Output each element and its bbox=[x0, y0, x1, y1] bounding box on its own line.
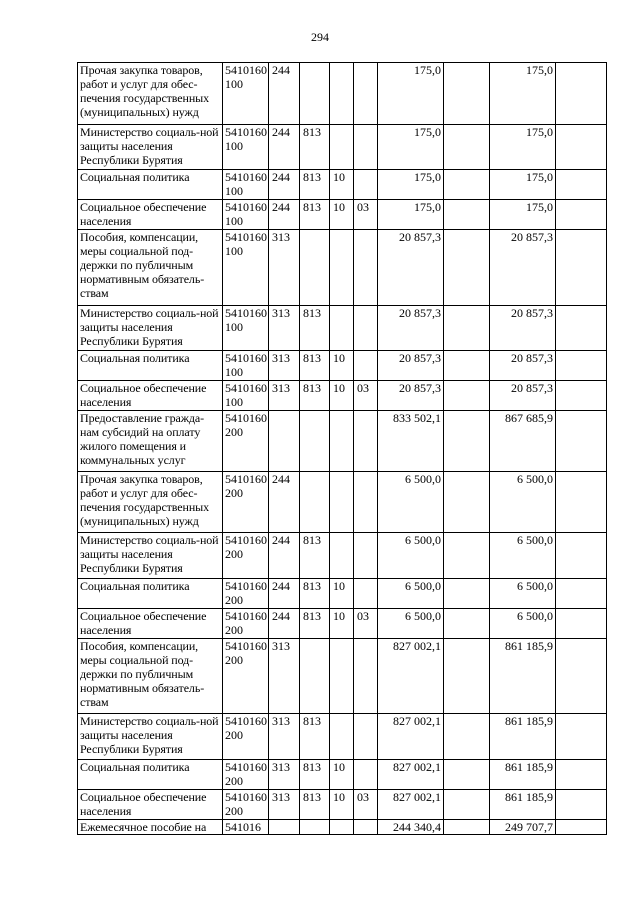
cell-subsection bbox=[354, 125, 378, 170]
cell-expense-type: 313 bbox=[269, 760, 300, 790]
cell-empty bbox=[556, 230, 607, 306]
cell-name: Пособия, компенсации, меры социальной под-держки по публичным нормативным обязатель-ствам bbox=[78, 230, 223, 306]
cell-target-code: 5410160100 bbox=[223, 63, 269, 125]
cell-target-code: 5410160100 bbox=[223, 351, 269, 381]
cell-empty bbox=[444, 639, 490, 714]
cell-subsection: 03 bbox=[354, 609, 378, 639]
cell-empty bbox=[556, 639, 607, 714]
cell-section bbox=[330, 411, 354, 472]
cell-amount-year2: 249 707,7 bbox=[490, 820, 556, 835]
cell-empty bbox=[444, 760, 490, 790]
cell-expense-type: 244 bbox=[269, 533, 300, 579]
cell-section bbox=[330, 472, 354, 533]
cell-empty bbox=[556, 820, 607, 835]
cell-target-code: 5410160200 bbox=[223, 790, 269, 820]
cell-empty bbox=[444, 200, 490, 230]
cell-section: 10 bbox=[330, 200, 354, 230]
cell-amount-year2: 6 500,0 bbox=[490, 472, 556, 533]
cell-subsection bbox=[354, 170, 378, 200]
cell-amount-year2: 20 857,3 bbox=[490, 230, 556, 306]
cell-target-code: 5410160200 bbox=[223, 714, 269, 760]
cell-ministry-code: 813 bbox=[300, 351, 330, 381]
cell-amount-year1: 833 502,1 bbox=[378, 411, 444, 472]
cell-target-code: 5410160200 bbox=[223, 411, 269, 472]
cell-empty bbox=[556, 609, 607, 639]
cell-subsection bbox=[354, 411, 378, 472]
table-row bbox=[78, 760, 607, 790]
cell-target-code: 5410160100 bbox=[223, 170, 269, 200]
cell-subsection bbox=[354, 714, 378, 760]
table-row bbox=[78, 790, 607, 820]
cell-empty bbox=[556, 579, 607, 609]
cell-amount-year1: 6 500,0 bbox=[378, 533, 444, 579]
cell-section bbox=[330, 125, 354, 170]
cell-expense-type: 244 bbox=[269, 63, 300, 125]
cell-subsection: 03 bbox=[354, 200, 378, 230]
cell-target-code: 5410160100 bbox=[223, 306, 269, 351]
cell-name: Министерство социаль-ной защиты населения Республики Бурятия bbox=[78, 125, 223, 170]
cell-amount-year2: 861 185,9 bbox=[490, 714, 556, 760]
cell-amount-year1: 6 500,0 bbox=[378, 609, 444, 639]
cell-expense-type: 244 bbox=[269, 609, 300, 639]
cell-amount-year1: 175,0 bbox=[378, 170, 444, 200]
cell-empty bbox=[444, 306, 490, 351]
cell-ministry-code bbox=[300, 63, 330, 125]
cell-name: Социальная политика bbox=[78, 760, 223, 790]
cell-name: Социальное обеспечение населения bbox=[78, 381, 223, 411]
cell-name: Ежемесячное пособие на bbox=[78, 820, 223, 835]
cell-target-code: 541016 bbox=[223, 820, 269, 835]
cell-amount-year2: 20 857,3 bbox=[490, 351, 556, 381]
cell-subsection bbox=[354, 639, 378, 714]
cell-amount-year1: 20 857,3 bbox=[378, 230, 444, 306]
table-row bbox=[78, 533, 607, 579]
cell-empty bbox=[556, 790, 607, 820]
cell-ministry-code bbox=[300, 411, 330, 472]
cell-expense-type: 244 bbox=[269, 125, 300, 170]
cell-name: Пособия, компенсации, меры социальной под-держки по публичным нормативным обязатель-ствам bbox=[78, 639, 223, 714]
table-row bbox=[78, 609, 607, 639]
cell-name: Предоставление гражда-нам субсидий на оплату жилого помещения и коммунальных услуг bbox=[78, 411, 223, 472]
cell-target-code: 5410160100 bbox=[223, 200, 269, 230]
cell-empty bbox=[444, 125, 490, 170]
cell-amount-year2: 6 500,0 bbox=[490, 609, 556, 639]
cell-subsection bbox=[354, 306, 378, 351]
cell-section: 10 bbox=[330, 579, 354, 609]
cell-empty bbox=[444, 609, 490, 639]
cell-empty bbox=[556, 411, 607, 472]
cell-section bbox=[330, 639, 354, 714]
cell-ministry-code: 813 bbox=[300, 170, 330, 200]
page-number: 294 bbox=[311, 30, 329, 44]
cell-empty bbox=[444, 533, 490, 579]
cell-empty bbox=[444, 411, 490, 472]
cell-section bbox=[330, 306, 354, 351]
cell-ministry-code bbox=[300, 820, 330, 835]
cell-empty bbox=[556, 125, 607, 170]
cell-amount-year2: 867 685,9 bbox=[490, 411, 556, 472]
cell-section bbox=[330, 63, 354, 125]
cell-empty bbox=[444, 790, 490, 820]
cell-amount-year2: 175,0 bbox=[490, 63, 556, 125]
cell-expense-type: 244 bbox=[269, 200, 300, 230]
cell-amount-year1: 827 002,1 bbox=[378, 714, 444, 760]
cell-ministry-code: 813 bbox=[300, 760, 330, 790]
table-row bbox=[78, 411, 607, 472]
cell-amount-year2: 175,0 bbox=[490, 170, 556, 200]
cell-expense-type: 313 bbox=[269, 381, 300, 411]
cell-amount-year1: 20 857,3 bbox=[378, 381, 444, 411]
cell-target-code: 5410160200 bbox=[223, 472, 269, 533]
cell-empty bbox=[556, 63, 607, 125]
cell-ministry-code: 813 bbox=[300, 381, 330, 411]
cell-section: 10 bbox=[330, 351, 354, 381]
cell-ministry-code: 813 bbox=[300, 790, 330, 820]
cell-empty bbox=[556, 170, 607, 200]
cell-subsection: 03 bbox=[354, 790, 378, 820]
cell-ministry-code: 813 bbox=[300, 609, 330, 639]
cell-name: Министерство социаль-ной защиты населения Республики Бурятия bbox=[78, 306, 223, 351]
cell-target-code: 5410160200 bbox=[223, 639, 269, 714]
cell-target-code: 5410160100 bbox=[223, 125, 269, 170]
cell-target-code: 5410160200 bbox=[223, 760, 269, 790]
cell-empty bbox=[444, 714, 490, 760]
cell-amount-year2: 6 500,0 bbox=[490, 579, 556, 609]
cell-section: 10 bbox=[330, 609, 354, 639]
table-row bbox=[78, 125, 607, 170]
cell-amount-year1: 6 500,0 bbox=[378, 472, 444, 533]
table-row bbox=[78, 306, 607, 351]
cell-ministry-code bbox=[300, 472, 330, 533]
table-row bbox=[78, 579, 607, 609]
cell-name: Министерство социаль-ной защиты населения Республики Бурятия bbox=[78, 714, 223, 760]
cell-amount-year2: 20 857,3 bbox=[490, 306, 556, 351]
cell-empty bbox=[444, 820, 490, 835]
cell-amount-year2: 861 185,9 bbox=[490, 790, 556, 820]
table-row bbox=[78, 820, 607, 835]
cell-empty bbox=[556, 533, 607, 579]
cell-subsection bbox=[354, 820, 378, 835]
cell-amount-year2: 175,0 bbox=[490, 125, 556, 170]
table-row bbox=[78, 170, 607, 200]
budget-table bbox=[77, 62, 607, 835]
cell-name: Социальная политика bbox=[78, 170, 223, 200]
cell-expense-type: 313 bbox=[269, 230, 300, 306]
cell-expense-type: 244 bbox=[269, 579, 300, 609]
cell-subsection bbox=[354, 351, 378, 381]
cell-empty bbox=[556, 306, 607, 351]
cell-empty bbox=[444, 63, 490, 125]
cell-amount-year1: 827 002,1 bbox=[378, 790, 444, 820]
cell-expense-type: 313 bbox=[269, 351, 300, 381]
cell-subsection bbox=[354, 760, 378, 790]
cell-subsection: 03 bbox=[354, 381, 378, 411]
cell-empty bbox=[444, 230, 490, 306]
cell-amount-year1: 20 857,3 bbox=[378, 306, 444, 351]
cell-amount-year1: 175,0 bbox=[378, 200, 444, 230]
cell-name: Социальная политика bbox=[78, 351, 223, 381]
cell-expense-type: 313 bbox=[269, 714, 300, 760]
table-row bbox=[78, 639, 607, 714]
cell-section: 10 bbox=[330, 170, 354, 200]
cell-amount-year2: 861 185,9 bbox=[490, 760, 556, 790]
cell-target-code: 5410160200 bbox=[223, 609, 269, 639]
cell-empty bbox=[444, 472, 490, 533]
cell-section: 10 bbox=[330, 760, 354, 790]
cell-empty bbox=[556, 351, 607, 381]
cell-amount-year1: 244 340,4 bbox=[378, 820, 444, 835]
cell-expense-type: 313 bbox=[269, 639, 300, 714]
cell-name: Социальное обеспечение населения bbox=[78, 790, 223, 820]
cell-amount-year1: 827 002,1 bbox=[378, 760, 444, 790]
cell-ministry-code: 813 bbox=[300, 579, 330, 609]
table-row bbox=[78, 351, 607, 381]
cell-section: 10 bbox=[330, 381, 354, 411]
cell-expense-type: 244 bbox=[269, 472, 300, 533]
cell-target-code: 5410160100 bbox=[223, 381, 269, 411]
cell-empty bbox=[444, 381, 490, 411]
cell-section: 10 bbox=[330, 790, 354, 820]
table-row bbox=[78, 381, 607, 411]
cell-empty bbox=[444, 170, 490, 200]
cell-name: Социальное обеспечение населения bbox=[78, 200, 223, 230]
cell-empty bbox=[444, 579, 490, 609]
cell-empty bbox=[556, 472, 607, 533]
table-row bbox=[78, 714, 607, 760]
cell-subsection bbox=[354, 533, 378, 579]
cell-expense-type: 313 bbox=[269, 306, 300, 351]
cell-amount-year1: 175,0 bbox=[378, 125, 444, 170]
table-row bbox=[78, 63, 607, 125]
cell-empty bbox=[556, 381, 607, 411]
table-row bbox=[78, 472, 607, 533]
cell-amount-year1: 827 002,1 bbox=[378, 639, 444, 714]
cell-ministry-code bbox=[300, 639, 330, 714]
cell-subsection bbox=[354, 63, 378, 125]
cell-name: Министерство социаль-ной защиты населения Республики Бурятия bbox=[78, 533, 223, 579]
cell-amount-year1: 175,0 bbox=[378, 63, 444, 125]
cell-ministry-code: 813 bbox=[300, 533, 330, 579]
cell-section bbox=[330, 714, 354, 760]
cell-subsection bbox=[354, 579, 378, 609]
table-body bbox=[78, 63, 607, 835]
table-row bbox=[78, 230, 607, 306]
cell-name: Прочая закупка товаров, работ и услуг для обес-печения государственных (муниципальных) нужд bbox=[78, 63, 223, 125]
cell-expense-type bbox=[269, 820, 300, 835]
cell-empty bbox=[556, 200, 607, 230]
cell-amount-year2: 20 857,3 bbox=[490, 381, 556, 411]
cell-expense-type: 313 bbox=[269, 790, 300, 820]
cell-subsection bbox=[354, 472, 378, 533]
cell-ministry-code: 813 bbox=[300, 714, 330, 760]
cell-empty bbox=[444, 351, 490, 381]
cell-subsection bbox=[354, 230, 378, 306]
cell-amount-year2: 6 500,0 bbox=[490, 533, 556, 579]
cell-section bbox=[330, 533, 354, 579]
cell-target-code: 5410160200 bbox=[223, 533, 269, 579]
cell-section bbox=[330, 820, 354, 835]
cell-ministry-code: 813 bbox=[300, 306, 330, 351]
cell-target-code: 5410160100 bbox=[223, 230, 269, 306]
cell-amount-year2: 175,0 bbox=[490, 200, 556, 230]
cell-expense-type: 244 bbox=[269, 170, 300, 200]
cell-name: Социальная политика bbox=[78, 579, 223, 609]
cell-name: Прочая закупка товаров, работ и услуг для обес-печения государственных (муниципальных) нужд bbox=[78, 472, 223, 533]
table-row bbox=[78, 200, 607, 230]
cell-ministry-code: 813 bbox=[300, 125, 330, 170]
cell-section bbox=[330, 230, 354, 306]
cell-ministry-code: 813 bbox=[300, 200, 330, 230]
cell-name: Социальное обеспечение населения bbox=[78, 609, 223, 639]
cell-ministry-code bbox=[300, 230, 330, 306]
cell-amount-year1: 20 857,3 bbox=[378, 351, 444, 381]
cell-empty bbox=[556, 714, 607, 760]
cell-empty bbox=[556, 760, 607, 790]
cell-target-code: 5410160200 bbox=[223, 579, 269, 609]
cell-amount-year2: 861 185,9 bbox=[490, 639, 556, 714]
cell-expense-type bbox=[269, 411, 300, 472]
cell-amount-year1: 6 500,0 bbox=[378, 579, 444, 609]
